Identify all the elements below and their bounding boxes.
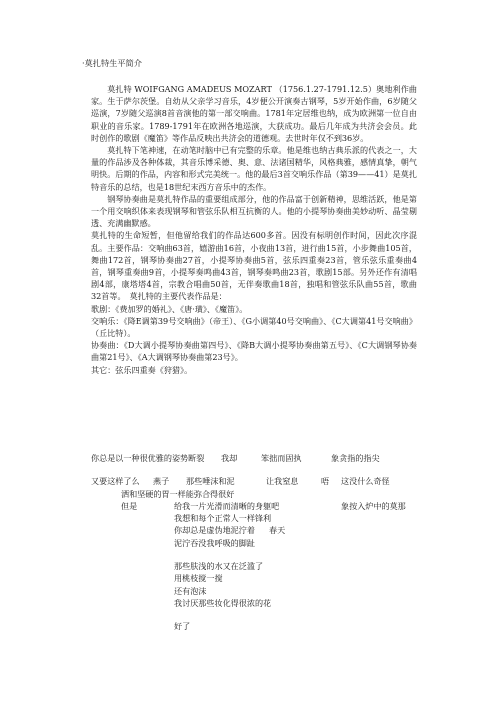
poem-fragment: 又要这样了么 [91, 476, 140, 487]
poem-fragment: 还有泡沫 [174, 585, 207, 596]
poem-fragment: 那些唾沫和泥 [186, 476, 235, 487]
bio-paragraph: 莫扎特的生命短暂，但他留给我们的作品达600多首。因没有标明创作时间，因此次序混乱。主要作品：交响曲63首，嬉游曲16首，小夜曲13首，进行曲15首，小步舞曲105首，舞曲172首，钢琴协奏曲27首，小提琴协奏曲5首，弦乐四重奏23首，管乐弦乐重奏曲4首，钢琴重奏曲9首，小提琴奏鸣曲43首，钢琴奏鸣曲23首，歌剧15部。另外还作有清唱剧4部，康塔塔4首，宗教合唱曲50首，无伴奏歌曲18首，独唱和管弦乐队曲55首，歌曲32首等。 莫扎特的主要代表作品是： [91, 230, 417, 302]
bio-paragraph: 莫扎特 WOIFGANG AMADEUS MOZART （1756.1.27-1791.12.5）奥地利作曲家。生于萨尔茨堡。自幼从父亲学习音乐，4岁便公开演奏古钢琴，5岁开始作曲，6岁随父巡演，7岁随父巡演8首音演他的第一部交响曲。1781年定居维也纳，成为欧洲第一位自由职业的音乐家。1789-1791年在欧洲各地巡演，大获成功。最后几年成为共济会会员。此时创作的歌剧《魔笛》等作品反映出共济会的道德观。去世时年仅不到36岁。 [91, 84, 417, 143]
poem-fragment: 给我一片光滑而清晰的身躯吧 [174, 500, 280, 511]
poem-line [91, 597, 411, 609]
poem-fragment: 让我窒息 [266, 476, 299, 487]
poem-line [91, 585, 411, 597]
poem-fragment: 这没什么奇怪 [341, 476, 390, 487]
works-opera: 歌剧：《费加罗的婚礼》、《唐·璜》、《魔笛》。 [91, 303, 248, 314]
bio-paragraph: 钢琴协奏曲是莫扎特作品的重要组成部分，他的作品富于创新精神，思维活跃，他是第一个用交响织体来表现钢琴和管弦乐队相互抗衡的人。他的小提琴协奏曲美妙动听、晶莹剔透、充满幽默感。 [91, 193, 417, 229]
poem-fragment: 笨拙而固执 [261, 453, 302, 463]
works-symphony: 交响乐：《降E调第39号交响曲》（帝王）、《G小调第40号交响曲》、《C大调第41号交响曲》（丘比特）。 [91, 315, 417, 339]
poem [91, 452, 411, 633]
biography-text [91, 83, 417, 376]
poem-fragment: 我却 [221, 453, 238, 463]
poem-fragment: 唔 [321, 476, 330, 487]
poem-fragment: 我讨厌那些妆化得很浓的花 [174, 597, 272, 608]
poem-fragment: 你总是以一种很优雅的姿势断裂 [91, 453, 205, 463]
section-heading: ·莫扎特生平简介 [82, 58, 142, 68]
poem-line [91, 524, 411, 536]
poem-fragment: 象按入炉中的莫那 [341, 500, 406, 511]
poem-line [91, 475, 411, 487]
poem-fragment: 用桃枝搅一搅 [174, 573, 223, 584]
poem-fragment: 燕子 [153, 476, 170, 487]
poem-fragment: 象贪指的指尖 [331, 453, 380, 463]
poem-line [91, 620, 411, 632]
poem-fragment: 泥泞吞没我呼吸的脚趾 [174, 537, 255, 548]
poem-line [91, 537, 411, 549]
poem-fragment: 我想和每个正常人一样锋利 [174, 513, 272, 524]
poem-line [91, 500, 411, 512]
bio-paragraph: 莫扎特下笔神速，在动笔时脑中已有完整的乐章。他是维也纳古典乐派的代表之一，大量的作品涉及各种体裁，其音乐博采德、奥、意、法诸国精华，风格典雅，感情真挚，朝气明快。后期的作品，内容和形式完美统一。他的最后3首交响乐作品（第39——41）是莫扎特音乐的总结，也是18世纪末西方音乐中的杰作。 [91, 145, 417, 192]
poem-fragment: 春天 [269, 525, 286, 536]
poem-line [91, 560, 411, 572]
poem-line [91, 452, 411, 464]
poem-fragment: 但是 [121, 500, 138, 511]
works-concerto: 协奏曲：《D大调小提琴协奏曲第四号》、《降B大调小提琴协奏曲第五号》、《C大调钢琴协奏曲第21号》、《A大调钢琴协奏曲第23号》。 [91, 340, 417, 363]
poem-fragment: 洒和坚硬的胃一样能弥合得很好 [121, 488, 235, 499]
poem-line [91, 512, 411, 524]
poem-fragment: 那些肤浅的水又在泛滥了 [174, 561, 264, 572]
poem-fragment: 你却总是虚伪地泥泞着 [174, 525, 255, 536]
works-other: 其它：弦乐四重奏《狩猎》。 [91, 364, 193, 375]
poem-line [91, 572, 411, 584]
poem-line [91, 488, 411, 500]
poem-fragment: 好了 [174, 621, 191, 632]
